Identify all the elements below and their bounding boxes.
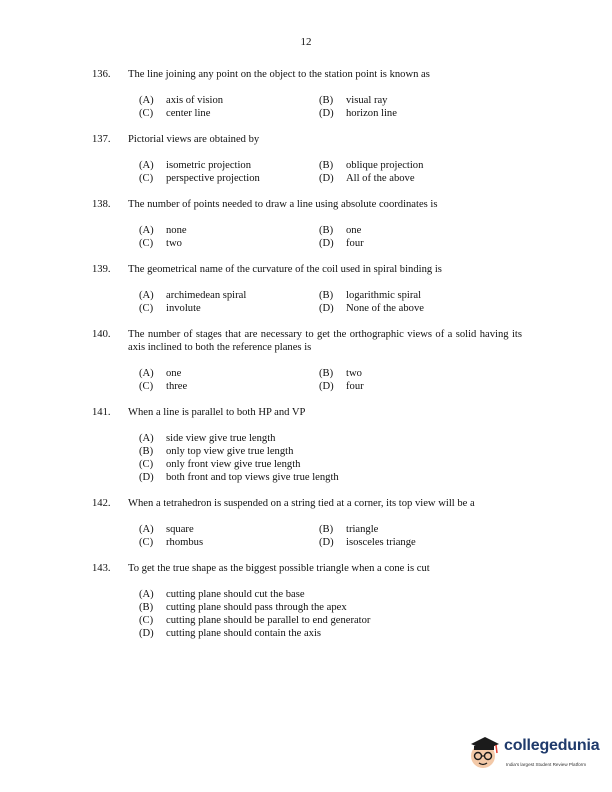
- option-c: (C) involute: [139, 303, 201, 314]
- option-c: (C) only front view give true length: [139, 459, 301, 470]
- question-number: 137.: [92, 134, 111, 145]
- logo-name: collegedunia: [504, 737, 600, 754]
- question-140: [92, 328, 522, 393]
- option-c: (C) cutting plane should be parallel to end generator: [139, 615, 371, 626]
- option-b: (B) only top view give true length: [139, 446, 294, 457]
- option-d: (D) four: [319, 238, 364, 249]
- option-d: (D) cutting plane should contain the axis: [139, 628, 322, 639]
- question-text: The number of stages that are necessary to get the orthographic views of a solid having its axis inclined to both the reference planes is: [128, 329, 522, 353]
- option-a: (A) side view give true length: [139, 433, 276, 444]
- question-number: 143.: [92, 563, 111, 574]
- option-c: (C) center line: [139, 108, 211, 119]
- options: [139, 432, 522, 484]
- question-text: The geometrical name of the curvature of the coil used in spiral binding is: [128, 264, 442, 275]
- option-c: (C) perspective projection: [139, 173, 260, 184]
- collegedunia-logo: [466, 734, 606, 774]
- options: [139, 94, 522, 120]
- question-text: The number of points needed to draw a line using absolute coordinates is: [128, 199, 438, 210]
- option-b: (B) logarithmic spiral: [319, 290, 422, 301]
- option-d: (D) horizon line: [319, 108, 397, 119]
- question-text: Pictorial views are obtained by: [128, 134, 260, 145]
- option-d: (D) None of the above: [319, 303, 424, 314]
- option-d: (D) All of the above: [319, 173, 415, 184]
- option-d: (D) four: [319, 381, 364, 392]
- option-b: (B) oblique projection: [319, 160, 424, 171]
- option-c: (C) three: [139, 381, 188, 392]
- option-c: (C) rhombus: [139, 537, 204, 548]
- question-number: 139.: [92, 264, 111, 275]
- question-text: The line joining any point on the object to the station point is known as: [128, 69, 430, 80]
- question-text: When a line is parallel to both HP and VP: [128, 407, 306, 418]
- option-d: (D) both front and top views give true length: [139, 472, 339, 483]
- option-a: (A) none: [139, 225, 187, 236]
- options: [139, 367, 522, 393]
- question-text: To get the true shape as the biggest possible triangle when a cone is cut: [128, 563, 430, 574]
- question-137: [92, 133, 522, 185]
- question-139: [92, 263, 522, 315]
- question-142: [92, 497, 522, 549]
- option-a: (A) isometric projection: [139, 160, 252, 171]
- options: [139, 224, 522, 250]
- question-number: 140.: [92, 329, 111, 340]
- question-141: [92, 406, 522, 484]
- page-number: 12: [300, 36, 312, 48]
- option-c: (C) two: [139, 238, 182, 249]
- question-number: 142.: [92, 498, 111, 509]
- options: [139, 289, 522, 315]
- question-138: [92, 198, 522, 250]
- option-b: (B) two: [319, 368, 362, 379]
- option-a: (A) archimedean spiral: [139, 290, 247, 301]
- mascot-icon: [466, 734, 502, 772]
- option-b: (B) one: [319, 225, 362, 236]
- option-b: (B) cutting plane should pass through the apex: [139, 602, 347, 613]
- option-b: (B) visual ray: [319, 95, 388, 106]
- question-136: [92, 68, 522, 120]
- question-number: 136.: [92, 69, 111, 80]
- question-143: [92, 562, 522, 640]
- question-number: 141.: [92, 407, 111, 418]
- logo-tagline: India's largest Student Review Platform: [506, 762, 587, 767]
- question-text: When a tetrahedron is suspended on a string tied at a corner, its top view will be a: [128, 498, 475, 509]
- options: [139, 523, 522, 549]
- option-a: (A) axis of vision: [139, 95, 224, 106]
- options: [139, 588, 522, 640]
- option-b: (B) triangle: [319, 524, 379, 535]
- option-a: (A) cutting plane should cut the base: [139, 589, 305, 600]
- option-d: (D) isosceles triange: [319, 537, 416, 548]
- option-a: (A) one: [139, 368, 182, 379]
- question-number: 138.: [92, 199, 111, 210]
- option-a: (A) square: [139, 524, 194, 535]
- options: [139, 159, 522, 185]
